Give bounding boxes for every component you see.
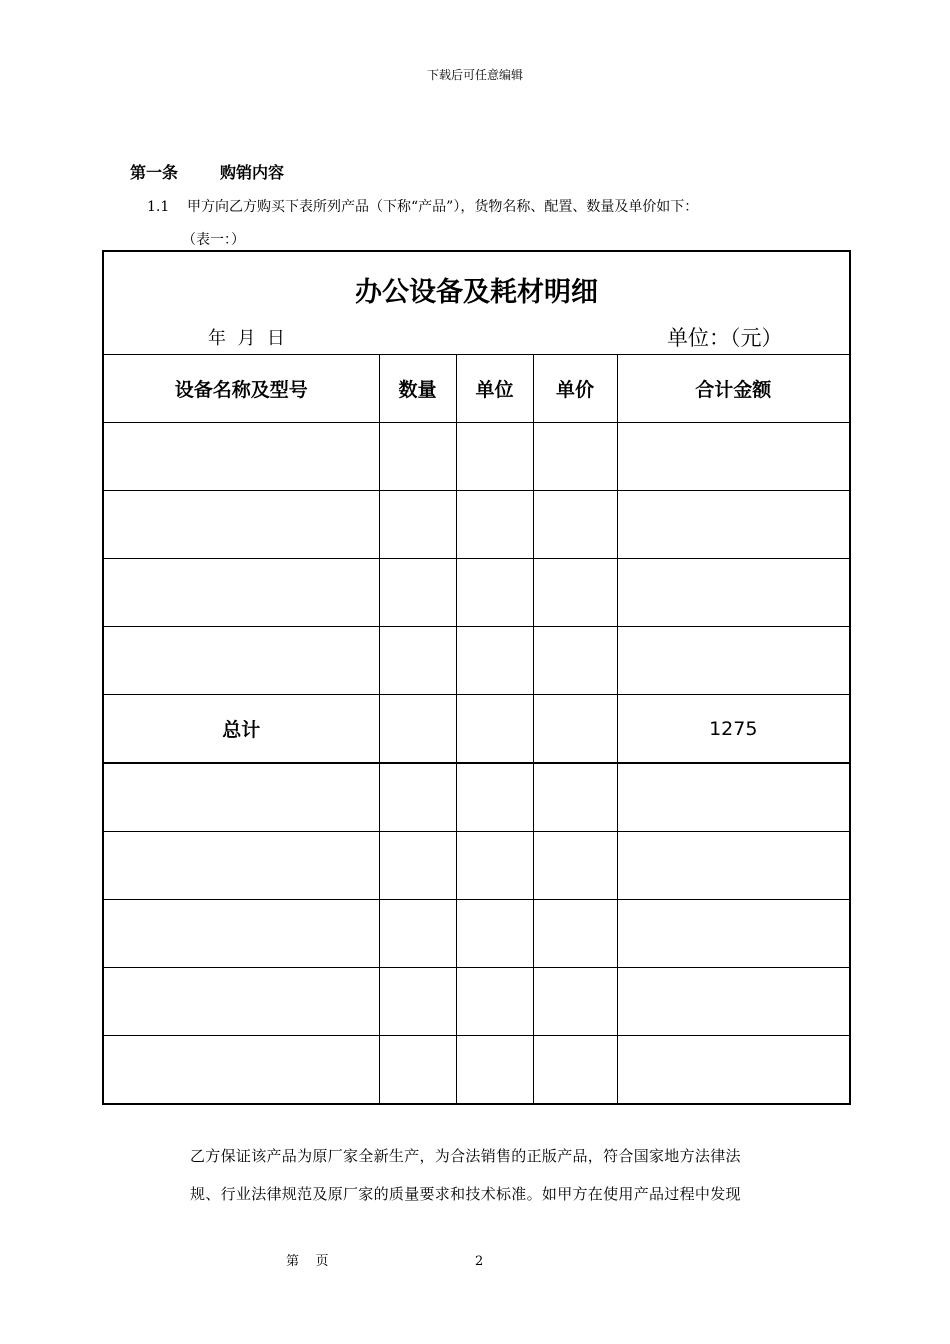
table-row (103, 763, 850, 832)
table-cell[interactable] (103, 627, 379, 695)
table-cell[interactable] (103, 423, 379, 491)
total-label: 总计 (103, 695, 379, 764)
table-cell[interactable] (456, 968, 533, 1036)
table-cell[interactable] (379, 559, 456, 627)
table-cell[interactable] (456, 900, 533, 968)
article-number: 第一条 (130, 163, 179, 182)
table-row (103, 968, 850, 1036)
clause-text: 甲方向乙方购买下表所列产品（下称“产品”），货物名称、配置、数量及单价如下： (187, 199, 699, 215)
header-note: 下载后可任意编辑 (426, 68, 523, 82)
table-cell[interactable] (533, 423, 617, 491)
page-label: 第 页 (286, 1254, 329, 1269)
table-row (103, 559, 850, 627)
article-heading (130, 160, 284, 183)
table-row (103, 900, 850, 968)
article-title: 购销内容 (220, 163, 285, 182)
table-cell[interactable] (617, 491, 850, 559)
table-cell[interactable] (533, 968, 617, 1036)
table-cell[interactable] (456, 763, 533, 832)
table-note: （表一：） (182, 232, 245, 248)
header-quantity: 数量 (379, 355, 456, 423)
header-equipment-name: 设备名称及型号 (103, 355, 379, 423)
page-footer (286, 1250, 483, 1269)
table-cell[interactable] (379, 491, 456, 559)
table-cell[interactable] (533, 832, 617, 900)
table-cell[interactable] (379, 968, 456, 1036)
table-cell[interactable] (617, 423, 850, 491)
table-row (103, 832, 850, 900)
header-unit: 单位 (456, 355, 533, 423)
table-cell[interactable] (617, 900, 850, 968)
paragraph-line-1: 乙方保证该产品为原厂家全新生产，为合法销售的正版产品，符合国家地方法律法 (190, 1147, 741, 1165)
equipment-detail-table (102, 250, 851, 1105)
table-cell[interactable] (533, 627, 617, 695)
table-cell[interactable] (379, 627, 456, 695)
table-total-row (103, 695, 850, 764)
table-cell[interactable] (533, 763, 617, 832)
table-cell[interactable] (456, 491, 533, 559)
table-cell[interactable] (379, 423, 456, 491)
table-cell[interactable] (103, 559, 379, 627)
clause-1-1 (147, 196, 698, 216)
table-cell[interactable] (379, 695, 456, 764)
table-cell[interactable] (617, 763, 850, 832)
table-row (103, 627, 850, 695)
table-date-label: 年 月 日 (208, 328, 285, 349)
table-cell[interactable] (103, 491, 379, 559)
table-cell[interactable] (379, 763, 456, 832)
table-row (103, 423, 850, 491)
table-cell[interactable] (456, 832, 533, 900)
total-amount[interactable]: 1275 (617, 695, 850, 764)
table-cell[interactable] (103, 900, 379, 968)
paragraph-line-2: 规、行业法律规范及原厂家的质量要求和技术标准。如甲方在使用产品过程中发现 (190, 1185, 741, 1203)
table-cell[interactable] (103, 968, 379, 1036)
table-cell[interactable] (379, 832, 456, 900)
table-cell[interactable] (456, 627, 533, 695)
table-cell[interactable] (533, 900, 617, 968)
table-cell[interactable] (103, 1036, 379, 1105)
table-cell[interactable] (533, 491, 617, 559)
table-cell[interactable] (456, 1036, 533, 1105)
table-cell[interactable] (456, 559, 533, 627)
table-cell[interactable] (103, 832, 379, 900)
table-title: 办公设备及耗材明细 (355, 277, 599, 308)
table-cell[interactable] (533, 1036, 617, 1105)
table-cell[interactable] (617, 559, 850, 627)
table-header-row (103, 355, 850, 423)
page-number: 2 (475, 1254, 484, 1269)
table-cell[interactable] (456, 423, 533, 491)
table-cell[interactable] (379, 900, 456, 968)
table-row (103, 491, 850, 559)
clause-number: 1.1 (147, 199, 170, 215)
table-title-cell (103, 251, 850, 355)
table-cell[interactable] (617, 627, 850, 695)
table-cell[interactable] (617, 832, 850, 900)
header-total-amount: 合计金额 (617, 355, 850, 423)
table-cell[interactable] (456, 695, 533, 764)
table-cell[interactable] (379, 1036, 456, 1105)
header-unit-price: 单价 (533, 355, 617, 423)
table-cell[interactable] (103, 763, 379, 832)
table-cell[interactable] (617, 968, 850, 1036)
table-row (103, 1036, 850, 1105)
table-cell[interactable] (533, 559, 617, 627)
table-unit-label: 单位：（元） (667, 326, 783, 350)
table-cell[interactable] (617, 1036, 850, 1105)
table-cell[interactable] (533, 695, 617, 764)
